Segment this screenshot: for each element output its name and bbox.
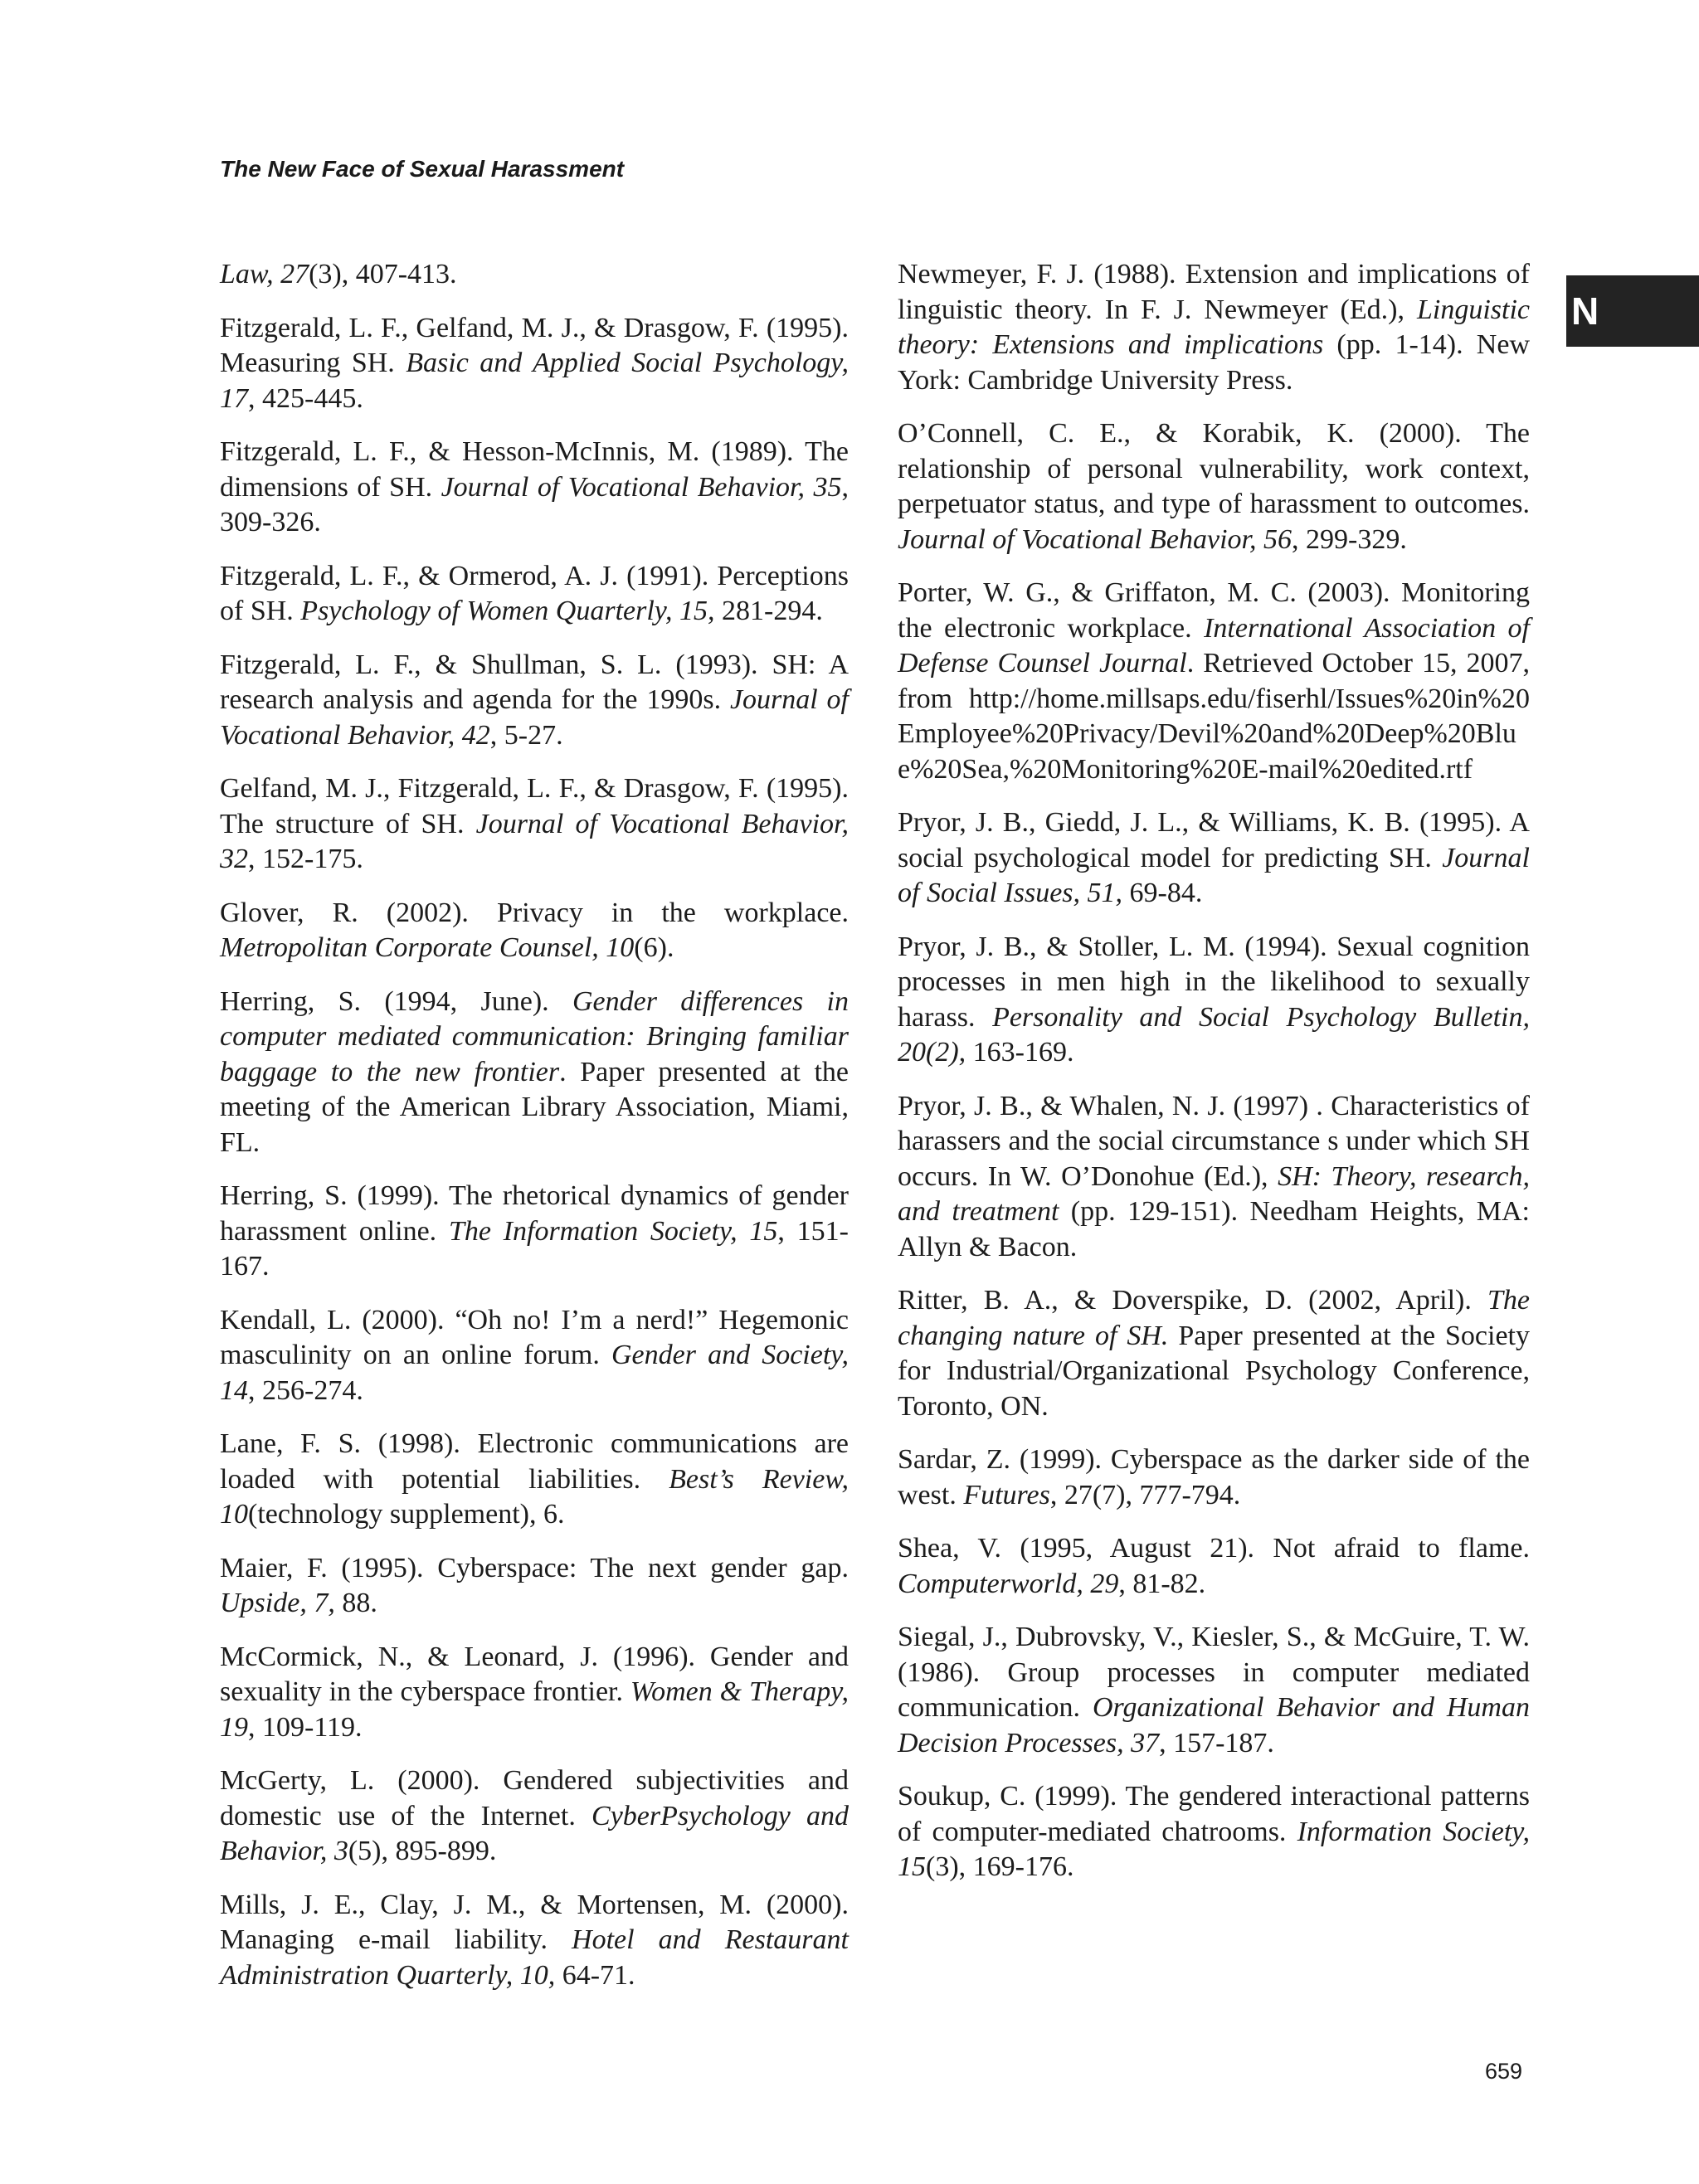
- reference-entry: Fitzgerald, L. F., Gelfand, M. J., & Drasgow, F. (1995). Measuring SH. Basic and Applied Social Psychology, 17, 425-445.: [220, 312, 849, 414]
- page-number: 659: [1485, 2059, 1523, 2084]
- reference-entry: Pryor, J. B., & Stoller, L. M. (1994). Sexual cognition processes in men high in the likelihood to sexually harass. Personality and Social Psychology Bulletin, 20(2), 163-169.: [898, 931, 1530, 1068]
- running-head: The New Face of Sexual Harassment: [220, 156, 625, 182]
- reference-entry: Herring, S. (1999). The rhetorical dynamics of gender harassment online. The Information Society, 15, 151-167.: [220, 1180, 849, 1282]
- reference-entry: Soukup, C. (1999). The gendered interactional patterns of computer-mediated chatrooms. Information Society, 15(3), 169-176.: [898, 1781, 1530, 1882]
- references-right-column: [898, 257, 1530, 1904]
- reference-entry: McGerty, L. (2000). Gendered subjectivities and domestic use of the Internet. CyberPsychology and Behavior, 3(5), 895-899.: [220, 1765, 849, 1866]
- reference-entry: Siegal, J., Dubrovsky, V., Kiesler, S., & McGuire, T. W. (1986). Group processes in computer mediated communication. Organizational Behavior and Human Decision Processes, 37, 157-187.: [898, 1622, 1530, 1758]
- reference-entry: Sardar, Z. (1999). Cyberspace as the darker side of the west. Futures, 27(7), 777-794.: [898, 1444, 1530, 1510]
- reference-entry: O’Connell, C. E., & Korabik, K. (2000). The relationship of personal vulnerability, work context, perpetuator status, and type of harassment to outcomes. Journal of Vocational Behavior, 56, 299-329.: [898, 418, 1530, 555]
- reference-url[interactable]: http://home.millsaps.edu/fiserhl/Issues%20in%20Employee%20Privacy/Devil%20and%20Deep%20Blue%20Sea,%20Monitoring%20E-mail%20edited.rtf: [898, 683, 1530, 785]
- reference-entry: Mills, J. E., Clay, J. M., & Mortensen, M. (2000). Managing e-mail liability. Hotel and Restaurant Administration Quarterly, 10, 64-71.: [220, 1889, 849, 1991]
- reference-entry: Fitzgerald, L. F., & Ormerod, A. J. (1991). Perceptions of SH. Psychology of Women Quarterly, 15, 281-294.: [220, 560, 849, 626]
- reference-entry: Newmeyer, F. J. (1988). Extension and implications of linguistic theory. In F. J. Newmeyer (Ed.), Linguistic theory: Extensions and implications (pp. 1-14). New York: Cambridge University Press.: [898, 259, 1530, 396]
- reference-entry: Pryor, J. B., & Whalen, N. J. (1997) . Characteristics of harassers and the social circumstance s under which SH occurs. In W. O’Donohue (Ed.), SH: Theory, research, and treatment (pp. 129-151). Needham Heights, MA: Allyn & Bacon.: [898, 1090, 1530, 1262]
- reference-entry: McCormick, N., & Leonard, J. (1996). Gender and sexuality in the cyberspace frontier. Women & Therapy, 19, 109-119.: [220, 1641, 849, 1743]
- reference-entry: Shea, V. (1995, August 21). Not afraid to flame. Computerworld, 29, 81-82.: [898, 1533, 1530, 1599]
- reference-entry: Ritter, B. A., & Doverspike, D. (2002, April). The changing nature of SH. Paper presented at the Society for Industrial/Organizational Psychology Conference, Toronto, ON.: [898, 1285, 1530, 1422]
- reference-entry: Gelfand, M. J., Fitzgerald, L. F., & Drasgow, F. (1995). The structure of SH. Journal of Vocational Behavior, 32, 152-175.: [220, 773, 849, 874]
- reference-entry: Herring, S. (1994, June). Gender differences in computer mediated communication: Bringing familiar baggage to the new frontier. Paper presented at the meeting of the American Library Association, Miami, FL.: [220, 985, 849, 1158]
- section-thumb-tab: N: [1566, 275, 1699, 347]
- reference-entry: Pryor, J. B., Giedd, J. L., & Williams, K. B. (1995). A social psychological model for predicting SH. Journal of Social Issues, 51, 69-84.: [898, 807, 1530, 908]
- reference-entry: Porter, W. G., & Griffaton, M. C. (2003). Monitoring the electronic workplace. International Association of Defense Counsel Journal. Retrieved October 15, 2007, from http://home.millsaps.edu/fiserhl/Issues%20in%20Employee%20Privacy/Devil%20and%20Deep%20Blue%20Sea,%20Monitoring%20E-mail%20edited.rtf: [898, 577, 1531, 785]
- reference-entry: Fitzgerald, L. F., & Hesson-McInnis, M. (1989). The dimensions of SH. Journal of Vocational Behavior, 35, 309-326.: [220, 436, 849, 537]
- reference-entry: Kendall, L. (2000). “Oh no! I’m a nerd!” Hegemonic masculinity on an online forum. Gender and Society, 14, 256-274.: [220, 1304, 849, 1406]
- reference-entry: Glover, R. (2002). Privacy in the workplace. Metropolitan Corporate Counsel, 10(6).: [220, 897, 849, 963]
- reference-entry: Lane, F. S. (1998). Electronic communications are loaded with potential liabilities. Best’s Review, 10(technology supplement), 6.: [220, 1428, 850, 1530]
- reference-entry: Maier, F. (1995). Cyberspace: The next gender gap. Upside, 7, 88.: [220, 1552, 849, 1618]
- reference-entry: Law, 27(3), 407-413.: [220, 259, 457, 289]
- references-left-column: [220, 257, 849, 2011]
- reference-entry: Fitzgerald, L. F., & Shullman, S. L. (1993). SH: A research analysis and agenda for the 1990s. Journal of Vocational Behavior, 42, 5-27.: [220, 649, 849, 751]
